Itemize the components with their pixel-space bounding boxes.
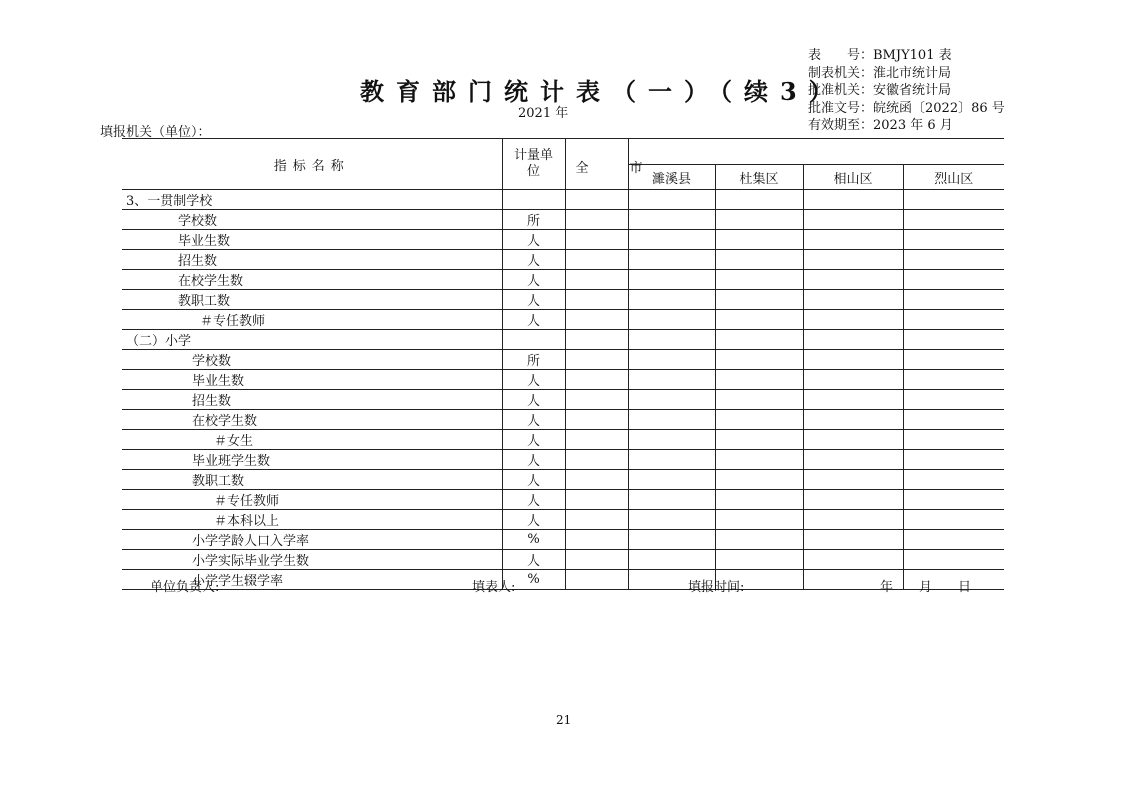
table-row — [122, 550, 1004, 570]
table-row — [122, 210, 1004, 230]
header-whole-city: 全 市 — [565, 139, 628, 190]
value-cell[interactable] — [715, 530, 803, 550]
unit-cell: 人 — [502, 510, 565, 530]
table-row — [122, 310, 1004, 330]
value-cell[interactable] — [715, 410, 803, 430]
value-cell[interactable] — [565, 370, 628, 390]
value-cell[interactable] — [565, 210, 628, 230]
value-cell[interactable] — [715, 470, 803, 490]
table-row — [122, 350, 1004, 370]
value-cell[interactable] — [803, 190, 903, 210]
value-cell[interactable] — [628, 230, 715, 250]
value-cell[interactable] — [803, 370, 903, 390]
unit-cell: 人 — [502, 290, 565, 310]
page-number: 21 — [556, 713, 572, 727]
value-cell[interactable] — [715, 550, 803, 570]
unit-cell: 所 — [502, 350, 565, 370]
value-cell[interactable] — [803, 490, 903, 510]
value-cell[interactable] — [803, 330, 903, 350]
value-cell[interactable] — [803, 510, 903, 530]
value-cell[interactable] — [565, 490, 628, 510]
table-row — [122, 450, 1004, 470]
value-cell[interactable] — [903, 510, 1004, 530]
header-indicator-name: 指标名称 — [122, 139, 502, 190]
value-cell[interactable] — [903, 310, 1004, 330]
value-cell[interactable] — [803, 250, 903, 270]
footer-fill-time: 填报时间: — [688, 580, 745, 595]
indicator-name: ＃专任教师 — [122, 310, 502, 330]
table-row — [122, 470, 1004, 490]
approval-document: 批准文号：皖统函〔2022〕86 号 — [808, 100, 1005, 116]
value-cell[interactable] — [628, 190, 715, 210]
value-cell[interactable] — [565, 510, 628, 530]
value-cell[interactable] — [715, 430, 803, 450]
value-cell[interactable] — [715, 290, 803, 310]
indicator-name: 在校学生数 — [122, 270, 502, 290]
value-cell[interactable] — [803, 270, 903, 290]
table-row — [122, 190, 1004, 210]
value-cell[interactable] — [628, 530, 715, 550]
table-row — [122, 570, 1004, 590]
unit-cell: 人 — [502, 450, 565, 470]
value-cell[interactable] — [565, 310, 628, 330]
table-row — [122, 490, 1004, 510]
value-cell[interactable] — [628, 310, 715, 330]
value-cell[interactable] — [715, 190, 803, 210]
indicator-name: 在校学生数 — [122, 410, 502, 430]
reporting-org-label: 填报机关（单位）： — [100, 125, 211, 140]
unit-cell: 所 — [502, 210, 565, 230]
table-row — [122, 430, 1004, 450]
value-cell[interactable] — [803, 230, 903, 250]
value-cell[interactable] — [903, 370, 1004, 390]
header-district-group — [628, 139, 1004, 165]
unit-cell: 人 — [502, 230, 565, 250]
value-cell[interactable] — [903, 550, 1004, 570]
indicator-name: 学校数 — [122, 350, 502, 370]
table-row — [122, 330, 1004, 350]
unit-cell: 人 — [502, 470, 565, 490]
value-cell[interactable] — [628, 330, 715, 350]
value-cell[interactable] — [628, 550, 715, 570]
value-cell[interactable] — [565, 190, 628, 210]
indicator-name: 小学学龄人口入学率 — [122, 530, 502, 550]
value-cell[interactable] — [903, 390, 1004, 410]
value-cell[interactable] — [903, 270, 1004, 290]
value-cell[interactable] — [565, 390, 628, 410]
value-cell[interactable] — [903, 350, 1004, 370]
indicator-name: 招生数 — [122, 250, 502, 270]
header-district: 烈山区 — [903, 165, 1004, 190]
value-cell[interactable] — [715, 510, 803, 530]
value-cell[interactable] — [803, 290, 903, 310]
value-cell[interactable] — [903, 210, 1004, 230]
value-cell[interactable] — [903, 530, 1004, 550]
indicator-name: 招生数 — [122, 390, 502, 410]
indicator-name: 教职工数 — [122, 290, 502, 310]
value-cell[interactable] — [803, 310, 903, 330]
table-row — [122, 230, 1004, 250]
unit-cell: 人 — [502, 430, 565, 450]
unit-cell: 人 — [502, 250, 565, 270]
footer-responsible: 单位负责人: — [150, 580, 220, 595]
value-cell[interactable] — [565, 350, 628, 370]
value-cell[interactable] — [903, 410, 1004, 430]
indicator-name: 小学实际毕业学生数 — [122, 550, 502, 570]
value-cell[interactable] — [715, 250, 803, 270]
value-cell[interactable] — [565, 530, 628, 550]
value-cell[interactable] — [565, 430, 628, 450]
value-cell[interactable] — [803, 410, 903, 430]
unit-cell: % — [502, 530, 565, 550]
indicator-name: 毕业生数 — [122, 370, 502, 390]
value-cell[interactable] — [803, 350, 903, 370]
value-cell[interactable] — [803, 210, 903, 230]
table-row — [122, 410, 1004, 430]
indicator-name: ＃女生 — [122, 430, 502, 450]
value-cell[interactable] — [565, 250, 628, 270]
header-district: 相山区 — [803, 165, 903, 190]
value-cell[interactable] — [803, 550, 903, 570]
indicator-name: ＃本科以上 — [122, 510, 502, 530]
value-cell[interactable] — [715, 450, 803, 470]
value-cell[interactable] — [565, 550, 628, 570]
value-cell[interactable] — [715, 330, 803, 350]
table-row — [122, 390, 1004, 410]
header-unit: 计量单 位 — [502, 139, 565, 190]
value-cell[interactable] — [628, 510, 715, 530]
unit-cell: 人 — [502, 410, 565, 430]
table-row — [122, 290, 1004, 310]
value-cell[interactable] — [628, 210, 715, 230]
page-title: 教育部门统计表（一）（续3） — [360, 77, 845, 106]
value-cell[interactable] — [628, 490, 715, 510]
value-cell[interactable] — [715, 230, 803, 250]
value-cell[interactable] — [565, 290, 628, 310]
value-cell[interactable] — [715, 390, 803, 410]
value-cell[interactable] — [565, 330, 628, 350]
indicator-name: （二）小学 — [122, 330, 502, 350]
approving-authority: 批准机关：安徽省统计局 — [808, 83, 952, 98]
unit-cell: 人 — [502, 550, 565, 570]
value-cell[interactable] — [565, 270, 628, 290]
value-cell[interactable] — [565, 450, 628, 470]
value-cell[interactable] — [803, 390, 903, 410]
statistics-table — [122, 138, 1004, 590]
indicator-name: 小学学生辍学率 — [122, 570, 502, 590]
value-cell[interactable] — [628, 290, 715, 310]
valid-until: 有效期至：2023 年 6 月 — [808, 118, 953, 133]
table-row — [122, 510, 1004, 530]
unit-cell: 人 — [502, 310, 565, 330]
value-cell[interactable] — [715, 370, 803, 390]
value-cell[interactable] — [903, 450, 1004, 470]
indicator-name: 学校数 — [122, 210, 502, 230]
table-row — [122, 370, 1004, 390]
report-year: 2021 年 — [518, 106, 569, 121]
unit-cell — [502, 190, 565, 210]
value-cell[interactable] — [628, 370, 715, 390]
value-cell[interactable] — [628, 430, 715, 450]
table-row — [122, 250, 1004, 270]
table-row — [122, 270, 1004, 290]
issuing-authority: 制表机关：淮北市统计局 — [808, 65, 952, 81]
value-cell[interactable] — [628, 270, 715, 290]
unit-cell — [502, 330, 565, 350]
value-cell[interactable] — [903, 290, 1004, 310]
value-cell[interactable] — [565, 470, 628, 490]
value-cell[interactable] — [715, 270, 803, 290]
value-cell[interactable] — [903, 430, 1004, 450]
value-cell[interactable] — [565, 230, 628, 250]
header-district: 濉溪县 — [628, 165, 715, 190]
value-cell[interactable] — [715, 350, 803, 370]
value-cell[interactable] — [903, 190, 1004, 210]
unit-cell: 人 — [502, 370, 565, 390]
header-district: 杜集区 — [715, 165, 803, 190]
value-cell[interactable] — [628, 450, 715, 470]
value-cell[interactable] — [903, 490, 1004, 510]
footer-filler: 填表人: — [472, 580, 516, 595]
value-cell[interactable] — [715, 310, 803, 330]
unit-cell: 人 — [502, 390, 565, 410]
indicator-name: ＃专任教师 — [122, 490, 502, 510]
unit-cell: 人 — [502, 270, 565, 290]
form-number: 表 号：BMJY101 表 — [808, 48, 952, 63]
value-cell[interactable] — [803, 450, 903, 470]
value-cell[interactable] — [628, 250, 715, 270]
value-cell[interactable] — [565, 570, 628, 590]
value-cell[interactable] — [903, 250, 1004, 270]
indicator-name: 3、一贯制学校 — [122, 190, 502, 210]
indicator-name: 毕业生数 — [122, 230, 502, 250]
value-cell[interactable] — [628, 470, 715, 490]
value-cell[interactable] — [628, 350, 715, 370]
value-cell[interactable] — [803, 470, 903, 490]
value-cell[interactable] — [628, 390, 715, 410]
unit-cell: 人 — [502, 490, 565, 510]
value-cell[interactable] — [903, 470, 1004, 490]
value-cell[interactable] — [565, 410, 628, 430]
table-row — [122, 530, 1004, 550]
footer-date-fields: 年 月 日 — [880, 580, 972, 595]
value-cell[interactable] — [803, 430, 903, 450]
indicator-name: 教职工数 — [122, 470, 502, 490]
unit-cell: % — [502, 570, 565, 590]
value-cell[interactable] — [803, 530, 903, 550]
value-cell[interactable] — [715, 490, 803, 510]
value-cell[interactable] — [903, 230, 1004, 250]
value-cell[interactable] — [628, 410, 715, 430]
value-cell[interactable] — [903, 330, 1004, 350]
value-cell[interactable] — [715, 210, 803, 230]
indicator-name: 毕业班学生数 — [122, 450, 502, 470]
